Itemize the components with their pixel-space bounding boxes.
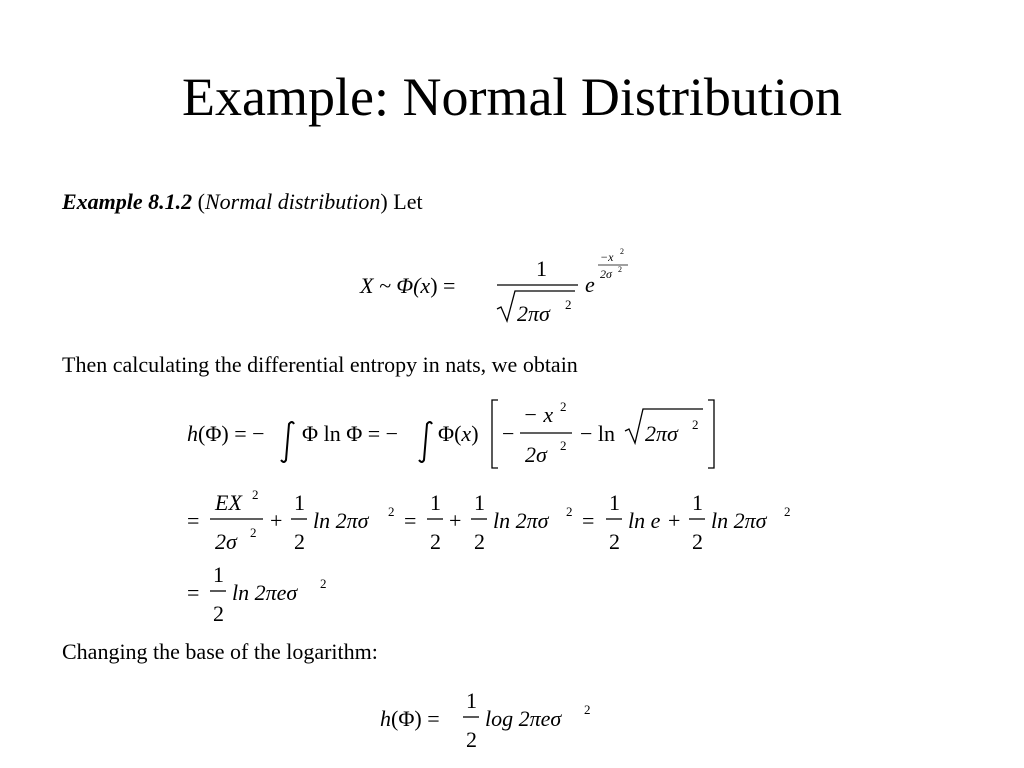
svg-text:ln 2πeσ <box>232 580 298 605</box>
entropy-integrand-2: Φ( <box>438 421 462 446</box>
line2-f1-den: 2σ <box>215 529 237 554</box>
entropy-integrand-1: Φ ln Φ = − <box>302 421 399 446</box>
half-5-den: 2 <box>692 529 703 554</box>
integral-sign-2 <box>419 422 432 462</box>
entropy-frac-den-power: 2 <box>560 438 567 453</box>
pdf-exp-num-power: 2 <box>620 247 624 256</box>
example-suffix: Let <box>387 189 423 214</box>
pdf-lhs: X ~ Φ( <box>360 273 421 298</box>
base-one: 1 <box>466 688 477 713</box>
pdf-exp-den-power: 2 <box>618 265 622 274</box>
base-h: h <box>380 706 391 731</box>
pdf-exp-numerator: −x <box>600 250 614 264</box>
line3-ln-term: ln 2π <box>232 580 277 605</box>
line2-f1-num-power: 2 <box>252 487 259 502</box>
half-3-num: 1 <box>474 490 485 515</box>
line3-one: 1 <box>213 562 224 587</box>
half-2-den: 2 <box>430 529 441 554</box>
pdf-numerator: 1 <box>536 256 547 281</box>
line3-two: 2 <box>213 601 224 626</box>
line2-plus-2: + <box>449 508 462 533</box>
line2-plus-1: + <box>270 508 283 533</box>
line2-ln-power-1: 2 <box>388 504 395 519</box>
pdf-exp-denominator: 2σ <box>600 267 612 281</box>
entropy-line-2 <box>187 487 791 554</box>
line2-ln-term-2: ln 2πσ <box>493 508 549 533</box>
left-bracket <box>492 400 498 468</box>
pdf-equation <box>359 247 628 326</box>
entropy-close: ) <box>471 421 479 446</box>
line3-e: e <box>276 580 287 605</box>
entropy-lhs: (Φ) = − <box>198 421 265 446</box>
base-power: 2 <box>584 702 591 717</box>
entropy-sqrt-power: 2 <box>692 417 699 432</box>
entropy-frac-num-power: 2 <box>560 399 567 414</box>
line2-f1-den-power: 2 <box>250 525 257 540</box>
base-sigma: σ <box>550 706 562 731</box>
base-lhs: (Φ) = <box>391 706 440 731</box>
pdf-rhs-open: ) = <box>430 273 456 298</box>
line2-eq: = <box>187 508 200 533</box>
svg-text:log 2πeσ <box>485 706 562 731</box>
integral-sign-1 <box>281 422 294 462</box>
example-topic: Normal distribution <box>205 189 381 214</box>
pdf-e: e <box>585 272 595 297</box>
right-bracket <box>708 400 714 468</box>
pdf-den-power: 2 <box>565 297 572 312</box>
line2-ln-power-3: 2 <box>784 504 791 519</box>
svg-text:h(Φ) = − <box>187 421 265 446</box>
line2-eq-3: = <box>582 508 595 533</box>
example-label: Example 8.1.2 <box>62 189 193 214</box>
half-5-num: 1 <box>692 490 703 515</box>
pdf-x: x <box>420 273 431 298</box>
half-2-num: 1 <box>430 490 441 515</box>
svg-text:h(Φ) = <box>380 706 440 731</box>
half-1-den: 2 <box>294 529 305 554</box>
line3-sigma: σ <box>286 580 298 605</box>
pdf-denominator: 2πσ <box>517 301 550 326</box>
h-symbol: h <box>187 421 198 446</box>
line2-ln-e: ln e <box>628 508 661 533</box>
paren-open: ( <box>192 189 205 214</box>
base-log-term: log 2π <box>485 706 541 731</box>
line3-eq: = <box>187 580 200 605</box>
entropy-sqrt-arg: 2πσ <box>645 421 678 446</box>
slide-title: Example: Normal Distribution <box>182 67 842 127</box>
base-change-equation <box>380 688 591 752</box>
half-4-den: 2 <box>609 529 620 554</box>
half-3-den: 2 <box>474 529 485 554</box>
base-two: 2 <box>466 727 477 752</box>
line2-ln-term-1: ln 2πσ <box>313 508 369 533</box>
base-change-text: Changing the base of the logarithm: <box>62 639 378 664</box>
entropy-x: x <box>461 421 472 446</box>
line2-ln-term-3: ln 2πσ <box>711 508 767 533</box>
line2-plus-3: + <box>668 508 681 533</box>
line3-power: 2 <box>320 576 327 591</box>
line2-f1-num: EX <box>215 490 242 515</box>
entropy-line-3 <box>187 562 327 626</box>
entropy-minus-ln: − ln <box>580 421 616 446</box>
line2-eq-2: = <box>404 508 417 533</box>
svg-text:Φ(x) <box>438 421 479 446</box>
svg-text:X ~ Φ(x) = <box>359 273 455 298</box>
paren-close: ) <box>380 189 388 214</box>
base-e: e <box>540 706 551 731</box>
entropy-minus: − <box>502 421 515 446</box>
half-1-num: 1 <box>294 490 305 515</box>
entropy-line-1 <box>187 399 714 468</box>
line2-ln-power-2: 2 <box>566 504 573 519</box>
half-4-num: 1 <box>609 490 620 515</box>
entropy-frac-den: 2σ <box>525 442 547 467</box>
entropy-intro-text: Then calculating the differential entropy in nats, we obtain <box>62 352 578 377</box>
entropy-frac-num: − x <box>523 402 554 427</box>
